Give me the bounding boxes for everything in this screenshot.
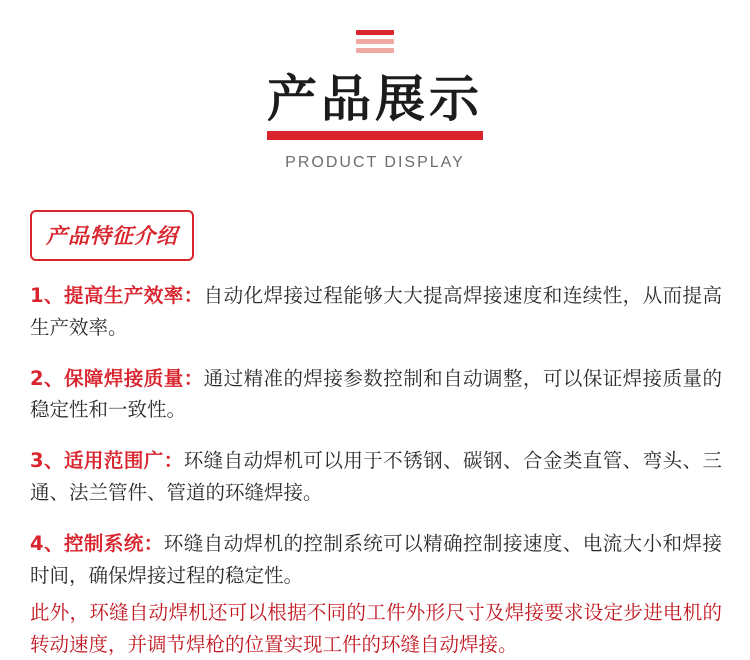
hamburger-bar-2	[356, 39, 394, 44]
features-content	[30, 280, 722, 660]
feature-lead-3: 3、适用范围广：	[30, 449, 184, 473]
feature-text-2: 通过精准的焊接参数控制和自动调整，可以保证焊接质量的稳定性和一致性。	[30, 366, 722, 422]
hamburger-bar-1	[356, 30, 394, 35]
hamburger-bar-3	[356, 48, 394, 53]
feature-note: 此外，环缝自动焊机还可以根据不同的工件外形尺寸及焊接要求设定步进电机的转动速度，并调节焊枪的位置实现工件的环缝自动焊接。	[30, 601, 722, 656]
feature-text-1: 自动化焊接过程能够大大提高焊接速度和连续性，从而提高生产效率。	[30, 284, 722, 339]
page-title: 产品展示	[267, 70, 483, 128]
feature-item-2	[30, 363, 722, 426]
feature-text-4: 环缝自动焊机的控制系统可以精确控制接速度、电流大小和焊接时间，确保焊接过程的稳定性。	[30, 531, 722, 587]
feature-item-1	[30, 280, 722, 343]
feature-item-4	[30, 528, 722, 591]
feature-lead-4: 4、控制系统：	[30, 531, 164, 555]
title-underline	[267, 131, 483, 140]
page-header	[0, 0, 750, 172]
feature-text-3: 环缝自动焊机可以用于不锈钢、碳钢、合金类直管、弯头、三通、法兰管件、管道的环缝焊接。	[30, 449, 722, 504]
hamburger-icon	[356, 30, 394, 53]
title-block	[261, 71, 489, 140]
feature-lead-2: 2、保障焊接质量：	[30, 366, 204, 390]
section-tag-product-features: 产品特征介绍	[30, 210, 194, 261]
feature-item-3	[30, 445, 722, 508]
page-subtitle: PRODUCT DISPLAY	[285, 153, 465, 171]
feature-lead-1: 1、提高生产效率：	[30, 284, 204, 307]
